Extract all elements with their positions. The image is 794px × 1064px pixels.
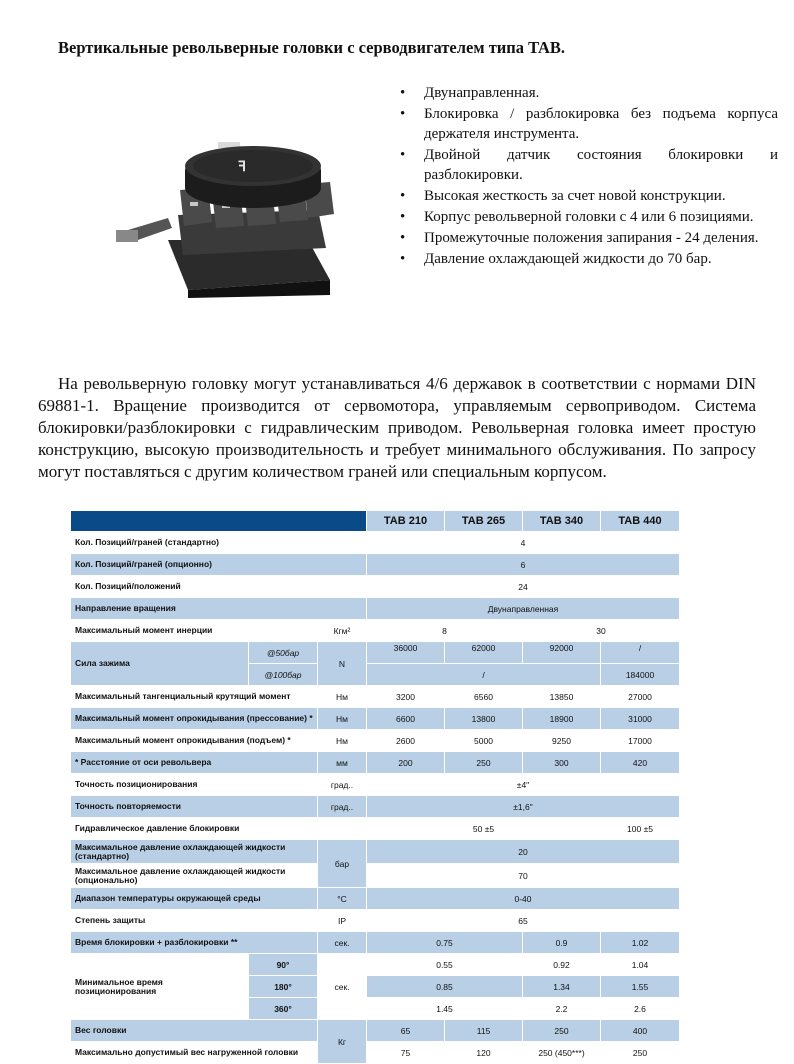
cell-value: 50 ±5	[367, 818, 601, 840]
row-label: Максимальный тангенциальный крутящий момент	[71, 686, 318, 708]
row-label: Максимальное давление охлаждающей жидкости (опционально)	[71, 864, 318, 888]
cell-value: 17000	[601, 730, 680, 752]
cell-value: 75	[367, 1042, 445, 1064]
cell-value: 65	[367, 1020, 445, 1042]
model-header: TAB 440	[601, 511, 680, 532]
row-label: Вес головки	[71, 1020, 318, 1042]
cell-value: 4	[367, 532, 680, 554]
cell-value: 31000	[601, 708, 680, 730]
model-header: TAB 265	[445, 511, 523, 532]
cell-unit: Кгм²	[318, 620, 367, 642]
cell-unit: Нм	[318, 686, 367, 708]
cell-unit: Нм	[318, 708, 367, 730]
cell-value: 200	[367, 752, 445, 774]
feature-item: • Двойной датчик состояния блокировки и разблокировки.	[396, 145, 778, 185]
cell-value: 2.6	[601, 998, 680, 1020]
row-label: Максимальный момент опрокидывания (прессование) *	[71, 708, 318, 730]
row-label: Гидравлическое давление блокировки	[71, 818, 367, 840]
row-label: Направление вращения	[71, 598, 367, 620]
row-label: Максимальный момент опрокидывания (подъем) *	[71, 730, 318, 752]
cell-value: 36000	[367, 642, 445, 664]
page-title: Вертикальные револьверные головки с серводвигателем типа TAB.	[58, 38, 566, 57]
row-label: Минимальное время позиционирования	[71, 954, 249, 1020]
cell-value: 92000	[523, 642, 601, 664]
row-label: Степень защиты	[71, 910, 318, 932]
cell-unit: мм	[318, 752, 367, 774]
row-label: Диапазон температуры окружающей среды	[71, 888, 318, 910]
intro-paragraph: На револьверную головку могут устанавливаться 4/6 державок в соответствии с нормами DIN 69881-1. Вращение производится от сервомотора, управляемым сервоприводом. Система блокировки/разблокировки с гидравлическим приводом. Револьверная головка имеет простую конструкцию, высокую производительность и требует минимального обслуживания. По запросу могут поставляться с другим количеством граней или специальным корпусом.	[38, 374, 756, 481]
cell-unit: Нм	[318, 730, 367, 752]
cell-value: 2.2	[523, 998, 601, 1020]
cell-unit: бар	[318, 840, 367, 888]
cell-value: 0.85	[367, 976, 523, 998]
cell-value: 420	[601, 752, 680, 774]
feature-item: • Промежуточные положения запирания - 24 деления.	[396, 228, 778, 248]
cell-value: ±4"	[367, 774, 680, 796]
cell-value: 1.02	[601, 932, 680, 954]
cell-unit: °C	[318, 888, 367, 910]
cell-value: 1.55	[601, 976, 680, 998]
cell-value: 1.34	[523, 976, 601, 998]
cell-value: 62000	[445, 642, 523, 664]
cell-value: 0.75	[367, 932, 523, 954]
row-label: Кол. Позиций/граней (стандартно)	[71, 532, 367, 554]
cell-value: 70	[367, 864, 680, 888]
cell-value: 120	[445, 1042, 523, 1064]
cell-value: 6600	[367, 708, 445, 730]
row-label: Сила зажима	[71, 642, 249, 686]
feature-item: • Блокировка / разблокировка без подъема корпуса держателя инструмента.	[396, 104, 778, 144]
cell-value: 250	[601, 1042, 680, 1064]
cell-value: 20	[367, 840, 680, 864]
cell-sub: 180°	[249, 976, 318, 998]
cell-unit: град..	[318, 774, 367, 796]
cell-value: 65	[367, 910, 680, 932]
cell-unit: град..	[318, 796, 367, 818]
cell-value: 250 (450***)	[523, 1042, 601, 1064]
turret-product-image	[108, 130, 348, 298]
cell-unit: IP	[318, 910, 367, 932]
cell-unit: N	[318, 642, 367, 686]
row-label: Максимальный момент инерции	[71, 620, 318, 642]
cell-value: 115	[445, 1020, 523, 1042]
cell-value: 1.04	[601, 954, 680, 976]
feature-item: • Высокая жесткость за счет новой конструкции.	[396, 186, 778, 206]
feature-item: • Двунаправленная.	[396, 83, 778, 103]
cell-value: /	[367, 664, 601, 686]
cell-value: ±1,6"	[367, 796, 680, 818]
feature-item: • Давление охлаждающей жидкости до 70 бар.	[396, 249, 778, 269]
cell-value: 8	[367, 620, 523, 642]
model-header: TAB 340	[523, 511, 601, 532]
cell-value: 1.45	[367, 998, 523, 1020]
cell-value: 3200	[367, 686, 445, 708]
cell-sub: 90°	[249, 954, 318, 976]
row-label: Время блокировки + разблокировки **	[71, 932, 318, 954]
cell-value: 5000	[445, 730, 523, 752]
cell-value: 0.55	[367, 954, 523, 976]
feature-list	[396, 83, 778, 270]
svg-text:ꟻ: ꟻ	[238, 158, 247, 174]
row-label: Максимально допустимый вес нагруженной головки	[71, 1042, 318, 1064]
row-label: Кол. Позиций/положений	[71, 576, 367, 598]
cell-value: 100 ±5	[601, 818, 680, 840]
cell-value: /	[601, 642, 680, 664]
cell-value: 250	[523, 1020, 601, 1042]
cell-sub: 360°	[249, 998, 318, 1020]
model-header: TAB 210	[367, 511, 445, 532]
row-label: Максимальное давление охлаждающей жидкости (стандартно)	[71, 840, 318, 864]
cell-value: 27000	[601, 686, 680, 708]
feature-item: • Корпус револьверной головки с 4 или 6 позициями.	[396, 207, 778, 227]
header-blank	[71, 511, 367, 532]
cell-value: Двунаправленная	[367, 598, 680, 620]
cell-value: 0.9	[523, 932, 601, 954]
cell-value: 300	[523, 752, 601, 774]
cell-sub: @100бар	[249, 664, 318, 686]
row-label: Точность повторяемости	[71, 796, 318, 818]
cell-value: 184000	[601, 664, 680, 686]
cell-unit: Кг	[318, 1020, 367, 1064]
cell-value: 2600	[367, 730, 445, 752]
cell-unit: сек.	[318, 954, 367, 1020]
cell-value: 24	[367, 576, 680, 598]
row-label: Кол. Позиций/граней (опционно)	[71, 554, 367, 576]
cell-value: 6560	[445, 686, 523, 708]
spec-table	[70, 510, 680, 1064]
cell-value: 0-40	[367, 888, 680, 910]
cell-value: 0.92	[523, 954, 601, 976]
cell-value: 30	[523, 620, 680, 642]
row-label: Точность позиционирования	[71, 774, 318, 796]
cell-value: 9250	[523, 730, 601, 752]
row-label: * Расстояние от оси револьвера	[71, 752, 318, 774]
cell-unit: сек.	[318, 932, 367, 954]
cell-value: 18900	[523, 708, 601, 730]
cell-value: 400	[601, 1020, 680, 1042]
cell-sub: @50бар	[249, 642, 318, 664]
cell-value: 250	[445, 752, 523, 774]
cell-value: 13850	[523, 686, 601, 708]
cell-value: 6	[367, 554, 680, 576]
cell-value: 13800	[445, 708, 523, 730]
